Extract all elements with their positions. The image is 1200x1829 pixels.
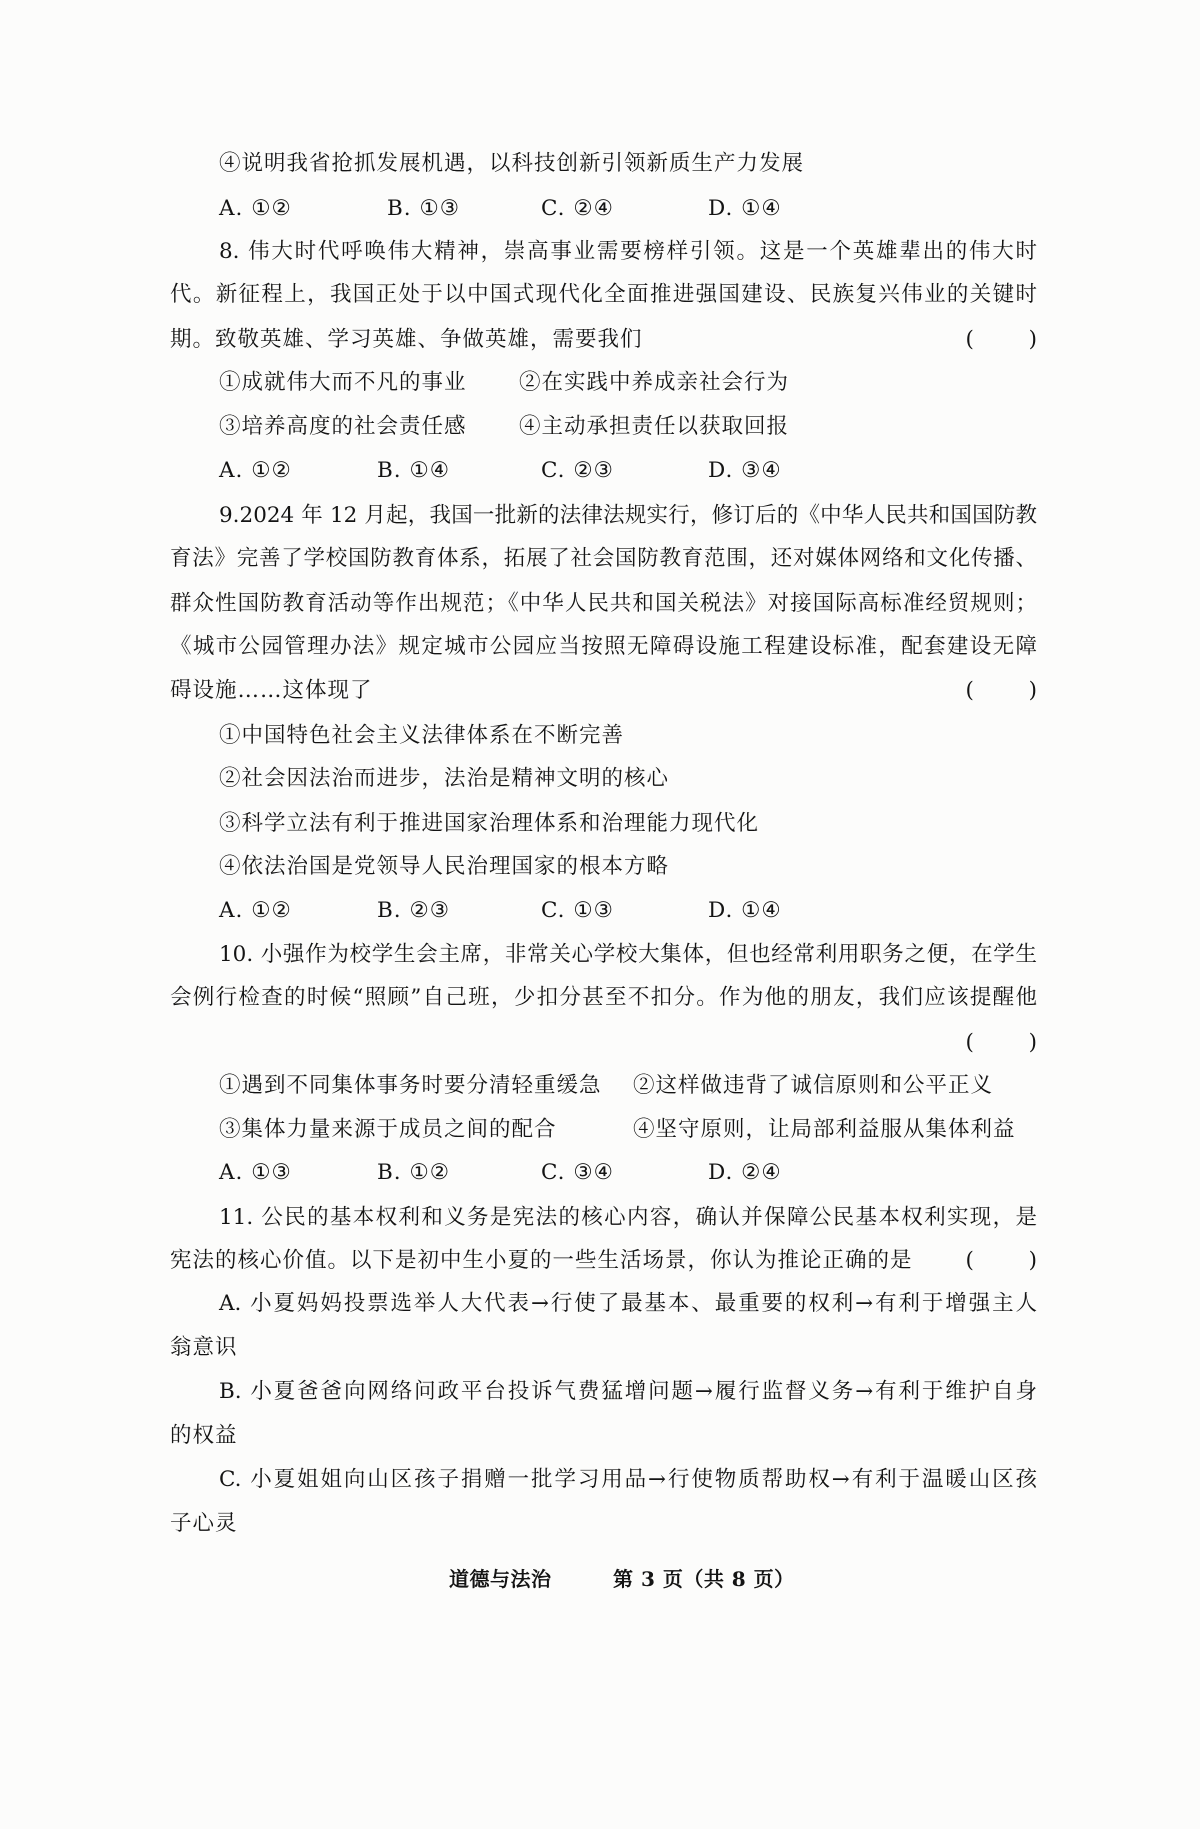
q11-stem-line-1: 11. 公民的基本权利和义务是宪法的核心内容，确认并保障公民基本权利实现，是 bbox=[219, 1205, 1037, 1230]
q11-option-a-line-1: A. 小夏妈妈投票选举人大代表→行使了最基本、最重要的权利→有利于增强主人 bbox=[219, 1291, 1037, 1316]
q9-choice-c: C. ①③ bbox=[541, 898, 614, 923]
q8-answer-bracket: ( ) bbox=[965, 327, 1037, 352]
q10-item-4: ④坚守原则，让局部利益服从集体利益 bbox=[633, 1117, 1016, 1142]
footer-subject: 道德与法治 bbox=[449, 1567, 552, 1591]
q8-stem-line-1: 8. 伟大时代呼唤伟大精神，崇高事业需要榜样引领。这是一个英雄辈出的伟大时 bbox=[219, 239, 1037, 264]
q9-choice-b: B. ②③ bbox=[377, 898, 451, 923]
q10-stem-line-2: 会例行检查的时候“照顾”自己班，少扣分甚至不扣分。作为他的朋友，我们应该提醒他 bbox=[170, 985, 1037, 1010]
q8-stem-line-3: 期。致敬英雄、学习英雄、争做英雄，需要我们 bbox=[170, 327, 643, 352]
q8-choice-a: A. ①② bbox=[219, 458, 292, 483]
q9-answer-bracket: ( ) bbox=[965, 678, 1037, 703]
q9-item-1: ①中国特色社会主义法律体系在不断完善 bbox=[219, 723, 625, 748]
q10-choice-c: C. ③④ bbox=[541, 1160, 614, 1185]
q10-choice-d: D. ②④ bbox=[708, 1160, 782, 1185]
q9-stem-line-4: 《城市公园管理办法》规定城市公园应当按照无障碍设施工程建设标准，配套建设无障 bbox=[170, 634, 1037, 659]
q8-item-1: ①成就伟大而不凡的事业 bbox=[219, 370, 467, 395]
q9-stem-line-3: 群众性国防教育活动等作出规范；《中华人民共和国关税法》对接国际高标准经贸规则； bbox=[170, 591, 1037, 616]
q7-choice-d: D. ①④ bbox=[708, 196, 782, 221]
q8-item-2: ②在实践中养成亲社会行为 bbox=[519, 370, 790, 395]
q9-stem-line-5: 碍设施……这体现了 bbox=[170, 678, 373, 703]
q7-choice-c: C. ②④ bbox=[541, 196, 614, 221]
q10-choice-a: A. ①③ bbox=[219, 1160, 292, 1185]
q9-item-4: ④依法治国是党领导人民治理国家的根本方略 bbox=[219, 854, 670, 879]
q10-item-1: ①遇到不同集体事务时要分清轻重缓急 bbox=[219, 1073, 602, 1098]
q8-item-4: ④主动承担责任以获取回报 bbox=[519, 414, 790, 439]
q9-stem-line-1: 9.2024 年 12 月起，我国一批新的法律法规实行，修订后的《中华人民共和国国防教 bbox=[219, 503, 1037, 528]
q8-choice-c: C. ②③ bbox=[541, 458, 614, 483]
q10-item-3: ③集体力量来源于成员之间的配合 bbox=[219, 1117, 557, 1142]
q9-item-2: ②社会因法治而进步，法治是精神文明的核心 bbox=[219, 766, 670, 791]
q10-answer-bracket: ( ) bbox=[965, 1030, 1037, 1055]
q8-stem-line-2: 代。新征程上，我国正处于以中国式现代化全面推进强国建设、民族复兴伟业的关键时 bbox=[170, 282, 1037, 307]
q11-option-c-line-1: C. 小夏姐姐向山区孩子捐赠一批学习用品→行使物质帮助权→有利于温暖山区孩 bbox=[219, 1467, 1037, 1492]
q9-choice-d: D. ①④ bbox=[708, 898, 782, 923]
q11-option-b-line-2: 的权益 bbox=[170, 1423, 238, 1448]
q10-item-2: ②这样做违背了诚信原则和公平正义 bbox=[633, 1073, 994, 1098]
q7-choice-a: A. ①② bbox=[219, 196, 292, 221]
q8-choice-b: B. ①④ bbox=[377, 458, 451, 483]
q9-item-3: ③科学立法有利于推进国家治理体系和治理能力现代化 bbox=[219, 811, 760, 836]
q10-choice-b: B. ①② bbox=[377, 1160, 451, 1185]
q7-choice-b: B. ①③ bbox=[387, 196, 461, 221]
q8-choice-d: D. ③④ bbox=[708, 458, 782, 483]
q11-option-b-line-1: B. 小夏爸爸向网络问政平台投诉气费猛增问题→履行监督义务→有利于维护自身 bbox=[219, 1379, 1037, 1404]
q9-stem-line-2: 育法》完善了学校国防教育体系，拓展了社会国防教育范围，还对媒体网络和文化传播、 bbox=[170, 546, 1037, 571]
q11-option-a-line-2: 翁意识 bbox=[170, 1335, 238, 1360]
q9-choice-a: A. ①② bbox=[219, 898, 292, 923]
q7-item-4: ④说明我省抢抓发展机遇，以科技创新引领新质生产力发展 bbox=[219, 151, 805, 176]
q11-stem-line-2: 宪法的核心价值。以下是初中生小夏的一些生活场景，你认为推论正确的是 bbox=[170, 1248, 913, 1273]
q10-stem-line-1: 10. 小强作为校学生会主席，非常关心学校大集体，但也经常利用职务之便，在学生 bbox=[219, 942, 1037, 967]
q8-item-3: ③培养高度的社会责任感 bbox=[219, 414, 467, 439]
footer-page-number: 第 3 页（共 8 页） bbox=[613, 1567, 795, 1591]
q11-option-c-line-2: 子心灵 bbox=[170, 1511, 238, 1536]
q11-answer-bracket: ( ) bbox=[965, 1248, 1037, 1273]
